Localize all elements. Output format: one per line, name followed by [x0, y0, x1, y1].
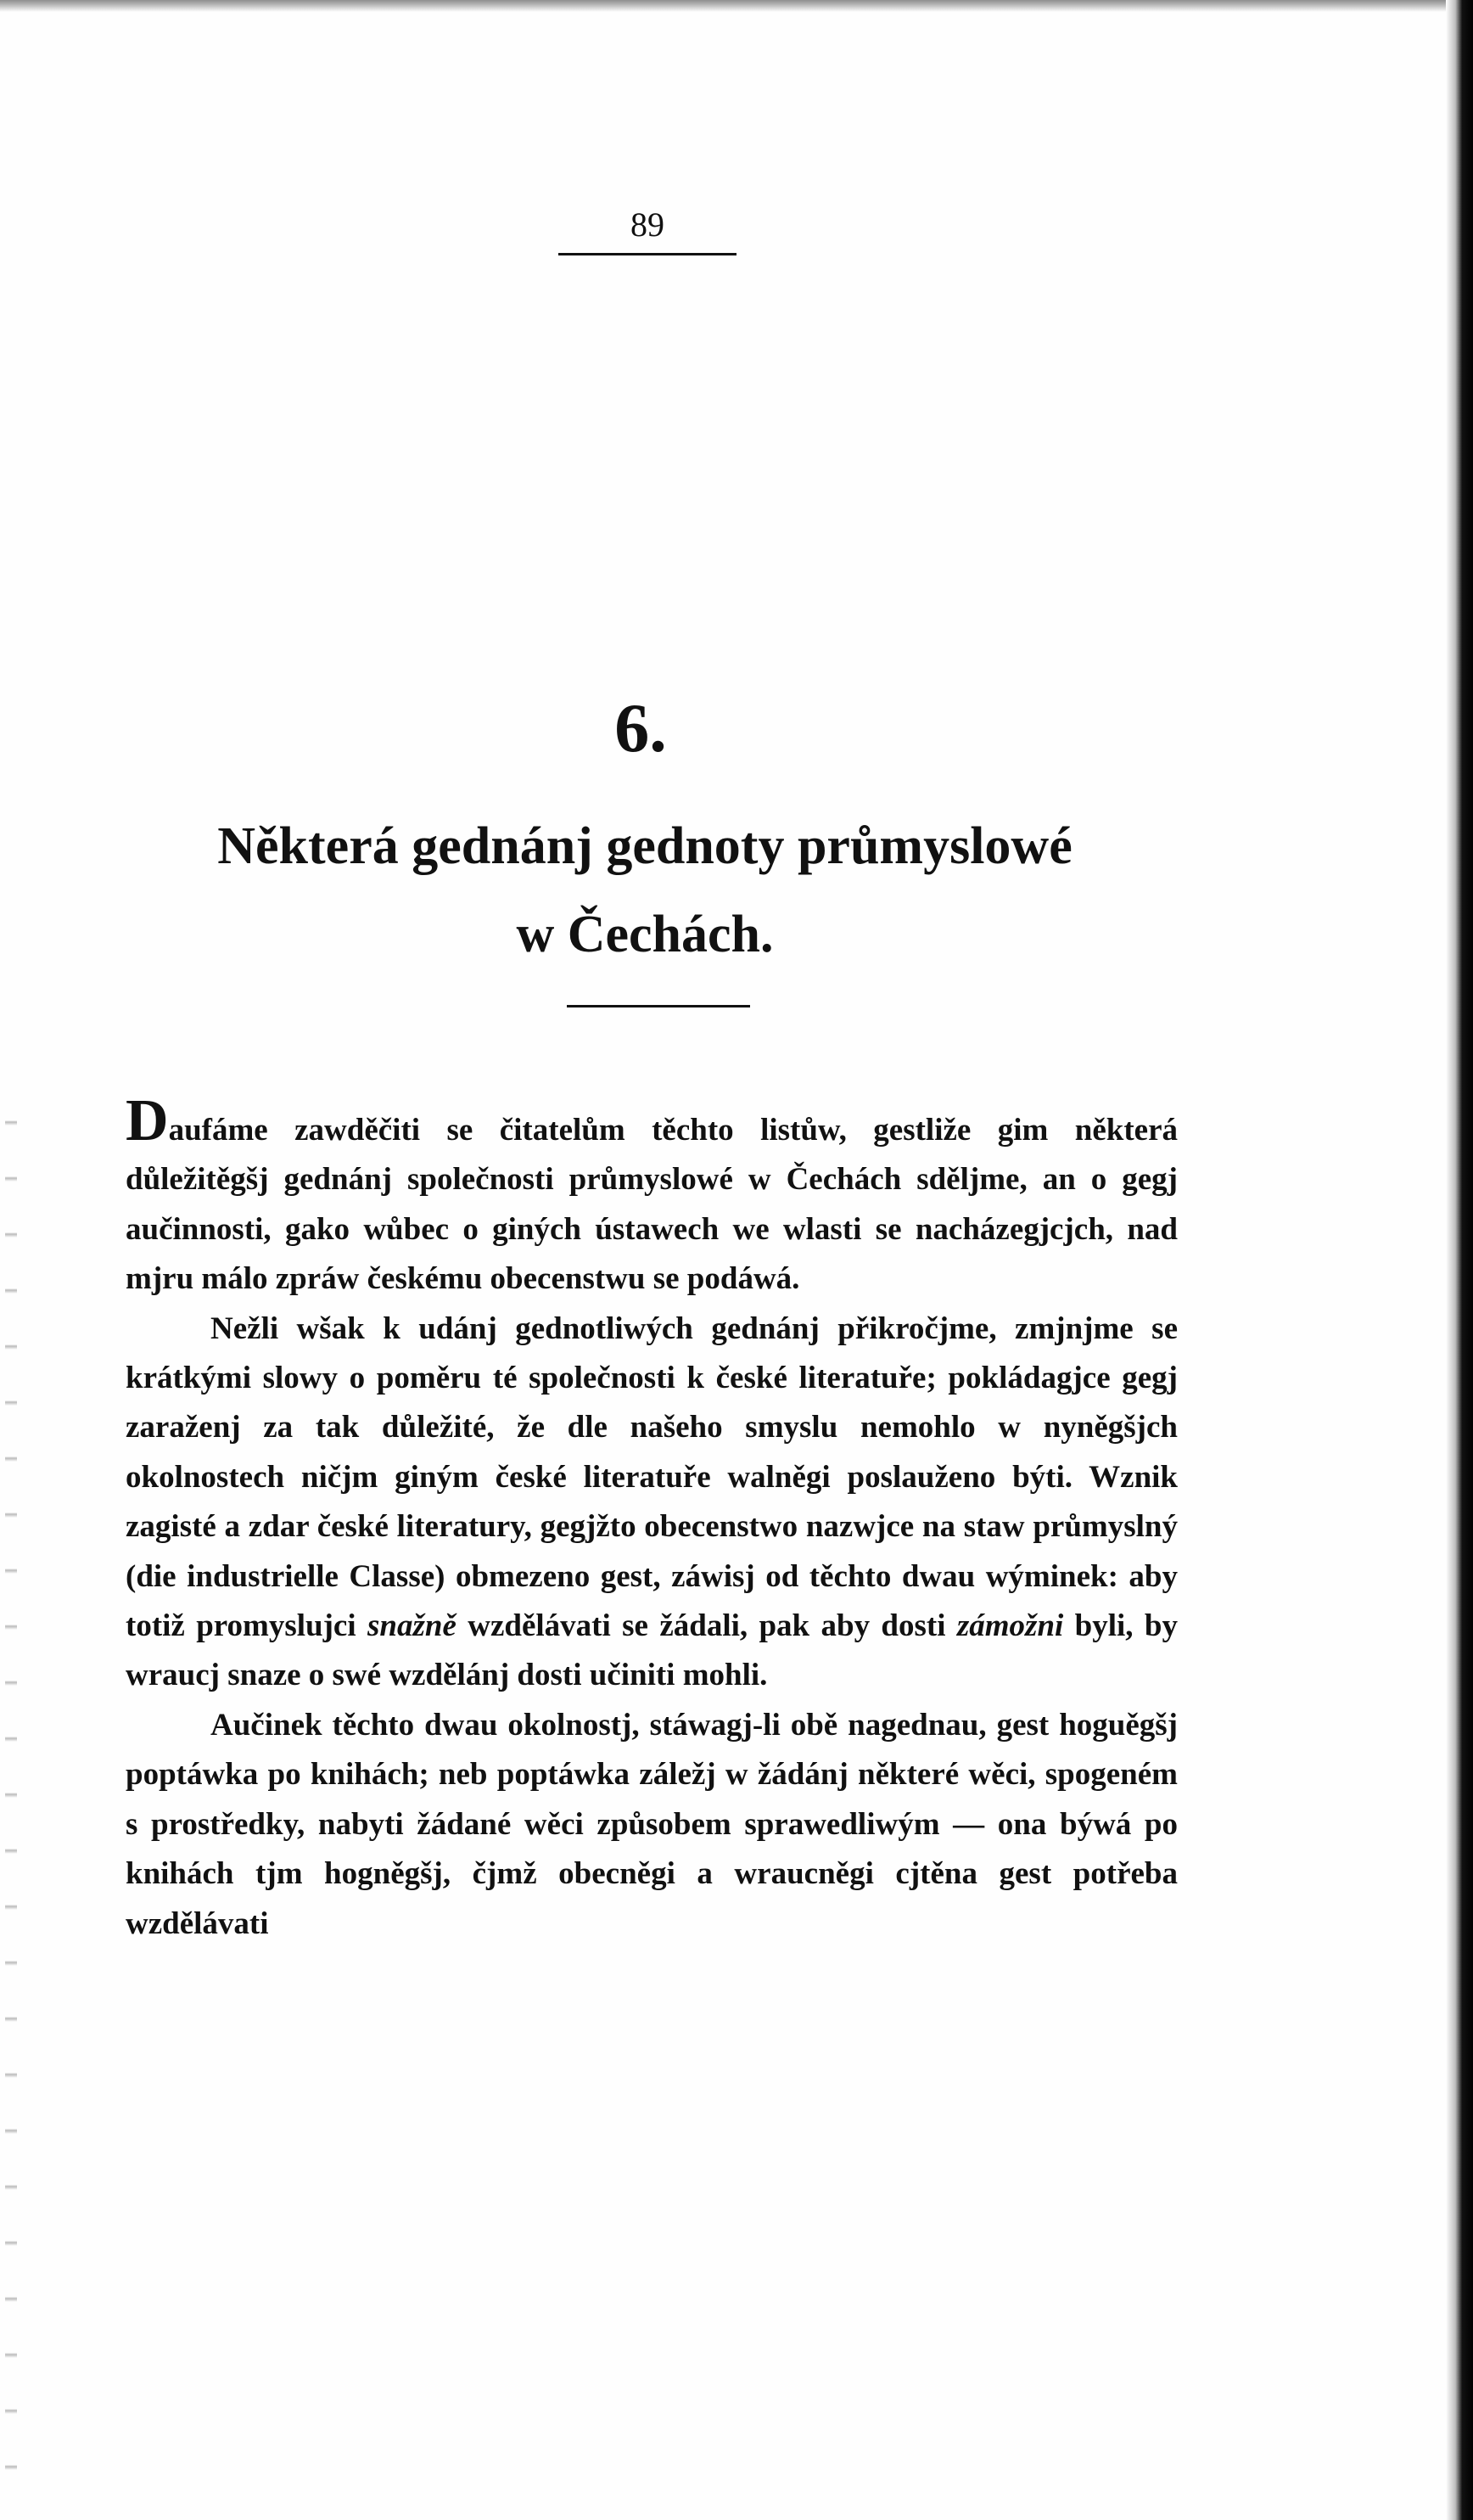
body-text — [126, 1088, 1178, 1949]
paragraph-2 — [126, 1305, 1178, 1701]
paragraph-2-text-a: Nežli wšak k udánj gednotliwých gednánj přikročjme, zmjnjme se krátkými slowy o poměru té společnosti k české literatuře; pokládagjce gegj zaraženj za tak důležité, že dle našeho smyslu nemohlo w nyněgšjch okolnostech ničjm giným české literatuře walněgi poslauženo býti. Wznik zagisté a zdar české literatury, gegjžto obecenstwo nazwjce na staw průmyslný (die industrielle Classe) obmezeno gest, záwisj od těchto dwau wýminek: aby totiž promyslujci — [126, 1311, 1178, 1644]
paragraph-2-italic-1: snažně — [367, 1608, 456, 1644]
drop-cap: D — [126, 1088, 169, 1153]
paragraph-1-text: aufáme zawděčiti se čitatelům těchto listůw, gestliže gim některá důležitěgšj gednánj společnosti průmyslowé w Čechách sděljme, an o gegj aučinnosti, gako wůbec o giných ústawech we wlasti se nacházegjcjch, nad mjru málo zpráw českému obecenstwu se podáwá. — [126, 1113, 1178, 1297]
paragraph-2-text-b: wzdělávati se žádali, pak aby dosti — [468, 1608, 946, 1644]
paragraph-1 — [126, 1088, 1178, 1305]
title-rule — [567, 1005, 750, 1007]
scan-gutter-marks — [5, 1069, 17, 2512]
paragraph-3-text: Aučinek těchto dwau okolnostj, stáwagj-li obě nagednau, gest hoguěgšj poptáwka po knihách; neb poptáwka záležj w žádánj některé wěci, spogeném s prostředky, nabyti žádané wěci způsobem sprawedliwým — ona býwá po knihách tjm hogněgšj, čjmž obecněgi a wraucněgi cjtěna gest potřeba wzdělávati — [126, 1707, 1178, 1941]
chapter-title — [119, 802, 1171, 979]
paragraph-2-text-c: byli, by wraucj snaze o swé wzdělánj dosti učiniti mohli. — [126, 1608, 1178, 1693]
paragraph-3 — [126, 1701, 1178, 1949]
chapter-title-line-1: Některá gednánj gednoty průmyslowé — [217, 817, 1073, 875]
scan-right-edge — [1446, 0, 1473, 2520]
chapter-number: 6. — [614, 689, 667, 766]
chapter-title-line-2: w Čechách. — [516, 906, 774, 963]
header-rule — [558, 253, 736, 255]
paragraph-2-italic-2: zámožni — [956, 1608, 1064, 1644]
page-header — [558, 204, 736, 255]
page-number: 89 — [630, 205, 664, 244]
scan-top-edge — [0, 0, 1473, 12]
